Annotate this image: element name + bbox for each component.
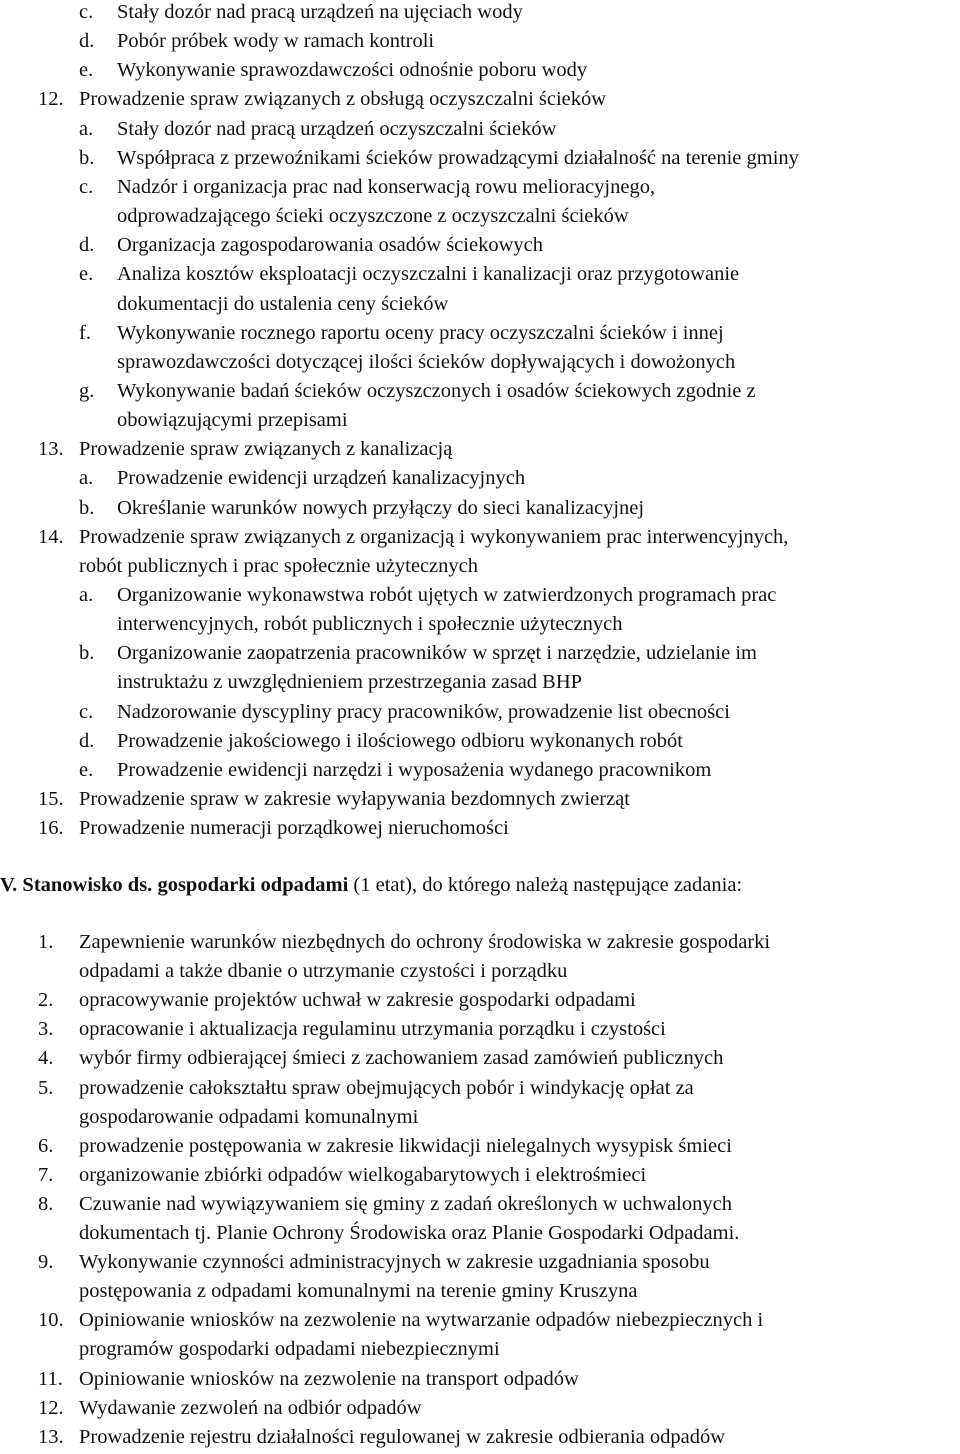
item-text: Prowadzenie ewidencji narzędzi i wyposażenia wydanego pracownikom <box>117 758 712 781</box>
item-text: Prowadzenie ewidencji urządzeń kanalizacyjnych <box>117 467 526 490</box>
item-label: c. <box>79 1 94 23</box>
item-text: sprawozdawczości dotyczącej ilości ścieków dopływających i dowożonych <box>117 350 736 373</box>
item-label: 14. <box>38 525 64 548</box>
item-label: d. <box>79 729 95 752</box>
item-text: Zapewnienie warunków niezbędnych do ochrony środowiska w zakresie gospodarki <box>79 931 771 953</box>
item-text: Organizacja zagospodarowania osadów ściekowych <box>117 234 543 257</box>
item-text: Organizowanie wykonawstwa robót ujętych w zatwierdzonych programach prac <box>117 584 777 606</box>
item-text: Wykonywanie czynności administracyjnych w zakresie uzgadniania sposobu <box>79 1251 710 1274</box>
item-label: 13. <box>38 438 64 461</box>
item-text: Czuwanie nad wywiązywaniem się gminy z zadań określonych w uchwalonych <box>79 1192 732 1215</box>
item-text: Stały dozór nad pracą urządzeń oczyszczalni ścieków <box>117 117 557 140</box>
item-label: d. <box>79 234 95 257</box>
item-label: a. <box>79 584 94 606</box>
item-text: Nadzorowanie dyscypliny pracy pracowników, prowadzenie list obecności <box>117 700 730 723</box>
item-text: postępowania z odpadami komunalnymi na terenie gminy Kruszyna <box>79 1280 638 1303</box>
item-text: wybór firmy odbierającej śmieci z zachowaniem zasad zamówień publicznych <box>79 1047 724 1070</box>
item-label: 8. <box>38 1192 54 1215</box>
item-text: prowadzenie postępowania w zakresie likwidacji nielegalnych wysypisk śmieci <box>79 1134 732 1157</box>
item-text: Wydawanie zezwoleń na odbiór odpadów <box>79 1396 422 1419</box>
item-label: 12. <box>38 88 64 111</box>
section-heading-bold-2: gospodarki odpadami <box>157 874 349 896</box>
item-text: organizowanie zbiórki odpadów wielkogabarytowych i elektrośmieci <box>79 1163 647 1186</box>
item-text: programów gospodarki odpadami niebezpiecznymi <box>79 1338 500 1361</box>
item-text: prowadzenie całokształtu spraw obejmujących pobór i windykację opłat za <box>79 1076 694 1099</box>
item-label: 2. <box>38 989 54 1012</box>
item-label: a. <box>79 467 94 490</box>
item-text: Prowadzenie spraw związanych z organizacją i wykonywaniem prac interwencyjnych, <box>79 525 789 548</box>
item-text: Wykonywanie sprawozdawczości odnośnie poboru wody <box>117 59 588 82</box>
item-label: 15. <box>38 788 64 811</box>
item-label: 1. <box>38 931 54 953</box>
item-text: Pobór próbek wody w ramach kontroli <box>117 30 435 53</box>
item-label: g. <box>79 379 95 402</box>
item-label: 11. <box>38 1367 63 1390</box>
item-label: c. <box>79 700 94 723</box>
item-label: 9. <box>38 1251 54 1274</box>
section-heading-rest: (1 etat), do którego należą następujące zadania: <box>348 874 743 896</box>
item-label: a. <box>79 117 94 140</box>
item-text: instruktażu z uwzględnieniem przestrzegania zasad BHP <box>117 671 583 694</box>
item-text: Określanie warunków nowych przyłączy do sieci kanalizacyjnej <box>117 496 645 519</box>
item-text: Prowadzenie jakościowego i ilościowego odbioru wykonanych robót <box>117 729 683 752</box>
item-text: Wykonywanie rocznego raportu oceny pracy oczyszczalni ścieków i innej <box>117 321 724 344</box>
item-text: Prowadzenie spraw związanych z obsługą oczyszczalni ścieków <box>79 88 607 111</box>
item-text: Nadzór i organizacja prac nad konserwacją rowu melioracyjnego, <box>117 175 656 198</box>
item-label: e. <box>79 758 94 781</box>
item-text: Prowadzenie spraw w zakresie wyłapywania bezdomnych zwierząt <box>79 788 630 811</box>
item-text: odprowadzającego ścieki oczyszczone z oczyszczalni ścieków <box>117 205 629 228</box>
item-label: 13. <box>38 1425 64 1448</box>
item-text: Prowadzenie spraw związanych z kanalizacją <box>79 438 453 461</box>
item-text: obowiązującymi przepisami <box>117 409 348 432</box>
item-label: 4. <box>38 1047 54 1070</box>
item-text: Opiniowanie wniosków na zezwolenie na transport odpadów <box>79 1367 579 1390</box>
item-label: 10. <box>38 1309 64 1332</box>
item-text: gospodarowanie odpadami komunalnymi <box>79 1105 419 1128</box>
item-text: Analiza kosztów eksploatacji oczyszczalni i kanalizacji oraz przygotowanie <box>117 263 740 286</box>
section-heading <box>0 871 742 900</box>
item-label: f. <box>79 321 91 344</box>
item-label: d. <box>79 30 95 53</box>
item-label: b. <box>79 642 95 665</box>
item-label: b. <box>79 146 95 169</box>
item-label: 7. <box>38 1163 54 1186</box>
item-label: 3. <box>38 1018 54 1041</box>
item-label: 12. <box>38 1396 64 1419</box>
item-text: Prowadzenie rejestru działalności regulowanej w zakresie odbierania odpadów <box>79 1425 726 1448</box>
item-label: b. <box>79 496 95 519</box>
item-label: c. <box>79 175 94 198</box>
section-heading-bold-1: V. Stanowisko ds. <box>0 874 153 896</box>
item-label: 5. <box>38 1076 54 1099</box>
item-text: Organizowanie zaopatrzenia pracowników w sprzęt i narzędzie, udzielanie im <box>117 642 757 665</box>
item-text: odpadami a także dbanie o utrzymanie czystości i porządku <box>79 960 568 983</box>
item-text: Współpraca z przewoźnikami ścieków prowadzącymi działalność na terenie gminy <box>117 146 799 169</box>
item-text: robót publicznych i prac społecznie użytecznych <box>79 554 479 577</box>
item-text: opracowanie i aktualizacja regulaminu utrzymania porządku i czystości <box>79 1018 666 1041</box>
item-text: dokumentach tj. Planie Ochrony Środowiska oraz Planie Gospodarki Odpadami. <box>79 1222 740 1244</box>
item-text: Prowadzenie numeracji porządkowej nieruchomości <box>79 817 509 840</box>
item-text: Opiniowanie wniosków na zezwolenie na wytwarzanie odpadów niebezpiecznych i <box>79 1309 764 1332</box>
item-label: e. <box>79 59 94 82</box>
item-text: dokumentacji do ustalenia ceny ścieków <box>117 292 449 315</box>
item-label: 6. <box>38 1134 54 1157</box>
item-label: 16. <box>38 817 64 840</box>
item-text: Wykonywanie badań ścieków oczyszczonych i osadów ściekowych zgodnie z <box>117 379 756 402</box>
item-text: interwencyjnych, robót publicznych i społecznie użytecznych <box>117 613 623 636</box>
item-text: Stały dozór nad pracą urządzeń na ujęciach wody <box>117 1 523 23</box>
item-label: e. <box>79 263 94 286</box>
item-text: opracowywanie projektów uchwał w zakresie gospodarki odpadami <box>79 989 636 1012</box>
